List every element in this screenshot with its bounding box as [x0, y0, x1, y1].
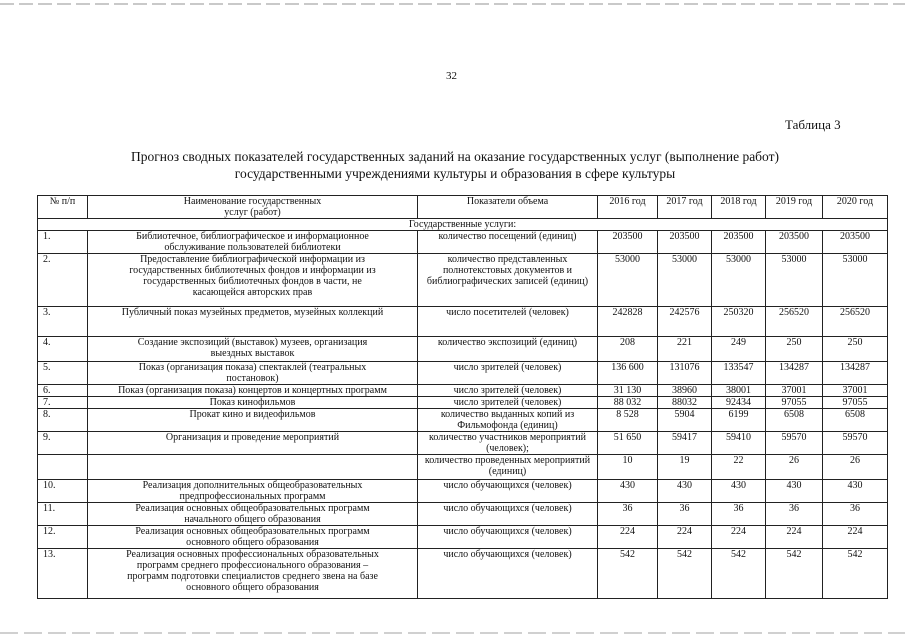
value-2016: 53000: [598, 254, 658, 307]
scan-bottom-edge: [0, 632, 905, 634]
header-2019: 2019 год: [766, 196, 823, 219]
value-2019: 59570: [766, 432, 823, 455]
value-2018: 22: [712, 455, 766, 480]
indicator: количество участников мероприятий (человек);: [418, 432, 598, 455]
value-2016: 88 032: [598, 397, 658, 409]
header-service-name: Наименование государственных услуг (работ): [88, 196, 418, 219]
service-name: Предоставление библиографической информации из государственных библиотечных фондов и информации из государственных библиотечных фондов в части, не касающейся авторских прав: [88, 254, 418, 307]
indicator: число зрителей (человек): [418, 385, 598, 397]
table-header-row: [38, 196, 888, 219]
row-number: 1.: [38, 231, 88, 254]
table-row: [38, 526, 888, 549]
value-2018: 36: [712, 503, 766, 526]
value-2020: 250: [823, 337, 888, 362]
value-2020: 59570: [823, 432, 888, 455]
value-2018: 92434: [712, 397, 766, 409]
value-2017: 542: [658, 549, 712, 599]
value-2020: 542: [823, 549, 888, 599]
title-line-1: Прогноз сводных показателей государственных заданий на оказание государственных услуг (выполнение работ): [130, 149, 780, 164]
indicator: число обучающихся (человек): [418, 503, 598, 526]
value-2016: 224: [598, 526, 658, 549]
value-2019: 6508: [766, 409, 823, 432]
indicator: число зрителей (человек): [418, 397, 598, 409]
service-name: Реализация основных общеобразовательных программ основного общего образования: [88, 526, 418, 549]
indicator: число обучающихся (человек): [418, 480, 598, 503]
header-2016: 2016 год: [598, 196, 658, 219]
table-row: [38, 455, 888, 480]
service-name: Библиотечное, библиографическое и информационное обслуживание пользователей библиотеки: [88, 231, 418, 254]
value-2016: 430: [598, 480, 658, 503]
value-2019: 250: [766, 337, 823, 362]
value-2017: 5904: [658, 409, 712, 432]
value-2019: 224: [766, 526, 823, 549]
table-row: [38, 385, 888, 397]
indicator: число обучающихся (человек): [418, 549, 598, 599]
table-row: [38, 397, 888, 409]
row-number: 11.: [38, 503, 88, 526]
row-number: 13.: [38, 549, 88, 599]
value-2017: 36: [658, 503, 712, 526]
indicator: количество экспозиций (единиц): [418, 337, 598, 362]
value-2020: 53000: [823, 254, 888, 307]
value-2016: 8 528: [598, 409, 658, 432]
value-2020: 36: [823, 503, 888, 526]
indicator: число посетителей (человек): [418, 307, 598, 337]
value-2017: 224: [658, 526, 712, 549]
service-name: Показ (организация показа) концертов и концертных программ: [88, 385, 418, 397]
value-2019: 37001: [766, 385, 823, 397]
row-number: 6.: [38, 385, 88, 397]
row-number: 8.: [38, 409, 88, 432]
value-2016: 36: [598, 503, 658, 526]
row-number: 4.: [38, 337, 88, 362]
indicator: количество представленных полнотекстовых документов и библиографических записей (единиц): [418, 254, 598, 307]
value-2020: 430: [823, 480, 888, 503]
value-2017: 59417: [658, 432, 712, 455]
section-row: [38, 219, 888, 231]
table-row: [38, 409, 888, 432]
row-number: 12.: [38, 526, 88, 549]
value-2018: 59410: [712, 432, 766, 455]
header-2017: 2017 год: [658, 196, 712, 219]
table-row: [38, 503, 888, 526]
service-name: Организация и проведение мероприятий: [88, 432, 418, 455]
service-name: Показ (организация показа) спектаклей (театральных постановок): [88, 362, 418, 385]
value-2018: 203500: [712, 231, 766, 254]
indicator: количество проведенных мероприятий (единиц): [418, 455, 598, 480]
table-row: [38, 480, 888, 503]
value-2019: 53000: [766, 254, 823, 307]
value-2020: 256520: [823, 307, 888, 337]
value-2018: 38001: [712, 385, 766, 397]
value-2020: 224: [823, 526, 888, 549]
table-row: [38, 231, 888, 254]
value-2018: 133547: [712, 362, 766, 385]
page-number: 32: [446, 70, 457, 82]
value-2018: 430: [712, 480, 766, 503]
value-2019: 134287: [766, 362, 823, 385]
value-2016: 542: [598, 549, 658, 599]
value-2017: 430: [658, 480, 712, 503]
value-2020: 203500: [823, 231, 888, 254]
value-2018: 249: [712, 337, 766, 362]
table-row: [38, 549, 888, 599]
value-2019: 256520: [766, 307, 823, 337]
table-row: [38, 307, 888, 337]
value-2018: 542: [712, 549, 766, 599]
value-2019: 26: [766, 455, 823, 480]
table-body: [38, 219, 888, 599]
value-2016: 31 130: [598, 385, 658, 397]
value-2016: 10: [598, 455, 658, 480]
table-row: [38, 362, 888, 385]
value-2016: 51 650: [598, 432, 658, 455]
service-name: Показ кинофильмов: [88, 397, 418, 409]
value-2016: 136 600: [598, 362, 658, 385]
value-2019: 430: [766, 480, 823, 503]
value-2020: 37001: [823, 385, 888, 397]
table-row: [38, 337, 888, 362]
service-name: Реализация основных профессиональных образовательных программ среднего профессионального образования – программ подготовки специалистов среднего звена на базе основного общего образования: [88, 549, 418, 599]
row-number: 2.: [38, 254, 88, 307]
table-row: [38, 254, 888, 307]
value-2020: 97055: [823, 397, 888, 409]
indicator: количество выданных копий из Фильмофонда (единиц): [418, 409, 598, 432]
value-2020: 6508: [823, 409, 888, 432]
value-2016: 203500: [598, 231, 658, 254]
title-line-2: государственными учреждениями культуры и образования в сфере культуры: [234, 166, 676, 181]
indicator: число зрителей (человек): [418, 362, 598, 385]
row-number-empty: [38, 455, 88, 480]
table-label: Таблица 3: [785, 117, 841, 132]
header-2020: 2020 год: [823, 196, 888, 219]
header-2018: 2018 год: [712, 196, 766, 219]
indicator: количество посещений (единиц): [418, 231, 598, 254]
service-name-empty: [88, 455, 418, 480]
value-2018: 53000: [712, 254, 766, 307]
table-row: [38, 432, 888, 455]
service-name: Создание экспозиций (выставок) музеев, организация выездных выставок: [88, 337, 418, 362]
service-name: Прокат кино и видеофильмов: [88, 409, 418, 432]
row-number: 3.: [38, 307, 88, 337]
value-2018: 224: [712, 526, 766, 549]
value-2020: 26: [823, 455, 888, 480]
value-2018: 6199: [712, 409, 766, 432]
value-2017: 131076: [658, 362, 712, 385]
value-2016: 208: [598, 337, 658, 362]
row-number: 5.: [38, 362, 88, 385]
value-2017: 203500: [658, 231, 712, 254]
scan-top-edge: [0, 3, 905, 5]
value-2020: 134287: [823, 362, 888, 385]
document-title: [60, 148, 850, 182]
value-2016: 242828: [598, 307, 658, 337]
value-2017: 38960: [658, 385, 712, 397]
service-name: Реализация дополнительных общеобразовательных предпрофессиональных программ: [88, 480, 418, 503]
value-2017: 19: [658, 455, 712, 480]
value-2019: 203500: [766, 231, 823, 254]
value-2017: 221: [658, 337, 712, 362]
value-2018: 250320: [712, 307, 766, 337]
value-2017: 88032: [658, 397, 712, 409]
service-name: Публичный показ музейных предметов, музейных коллекций: [88, 307, 418, 337]
header-num: № п/п: [38, 196, 88, 219]
header-indicator: Показатели объема: [418, 196, 598, 219]
row-number: 9.: [38, 432, 88, 455]
value-2017: 242576: [658, 307, 712, 337]
row-number: 7.: [38, 397, 88, 409]
value-2019: 542: [766, 549, 823, 599]
value-2017: 53000: [658, 254, 712, 307]
row-number: 10.: [38, 480, 88, 503]
value-2019: 36: [766, 503, 823, 526]
section-label: Государственные услуги:: [38, 219, 888, 231]
service-name: Реализация основных общеобразовательных программ начального общего образования: [88, 503, 418, 526]
indicator: число обучающихся (человек): [418, 526, 598, 549]
forecast-table: [37, 195, 888, 599]
value-2019: 97055: [766, 397, 823, 409]
